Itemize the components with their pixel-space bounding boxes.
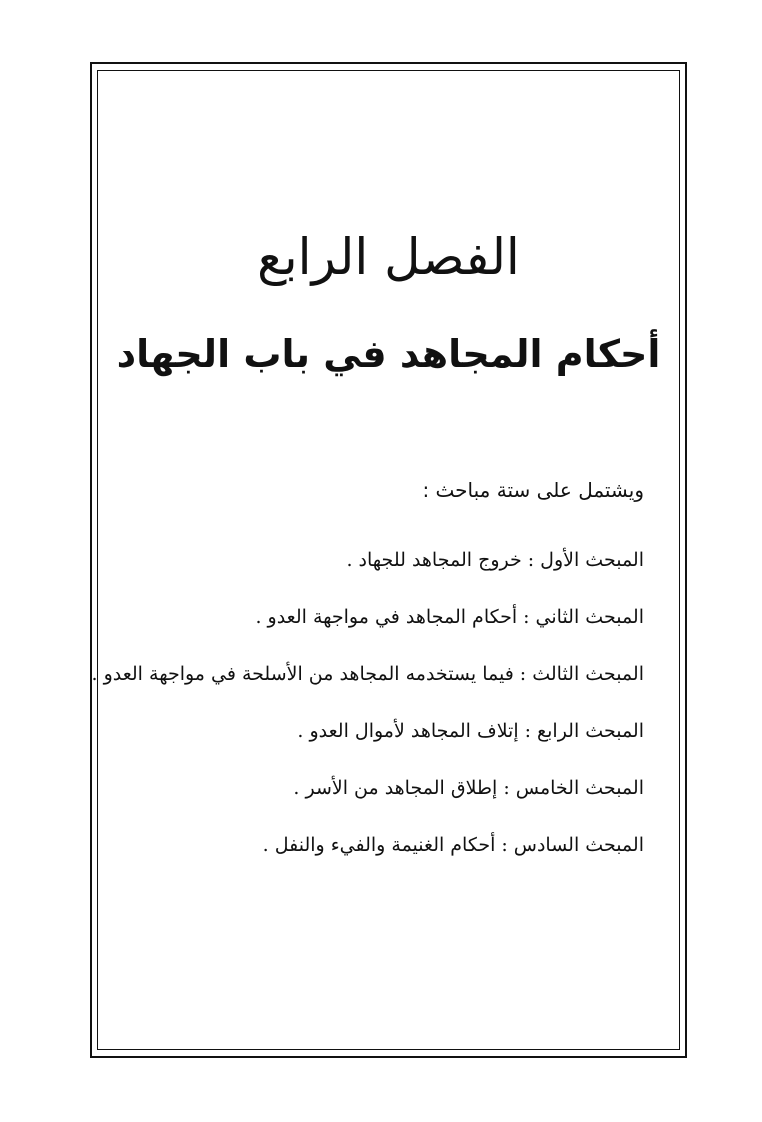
section-text: أحكام المجاهد في مواجهة العدو . [255, 606, 518, 628]
section-text: فيما يستخدمه المجاهد من الأسلحة في مواجهة العدو . [91, 663, 514, 685]
section-separator: : [527, 549, 535, 571]
section-label: المبحث الخامس [515, 777, 644, 799]
section-text: أحكام الغنيمة والفيء والنفل . [262, 834, 496, 856]
section-label: المبحث الأول [540, 549, 644, 571]
section-text: إتلاف المجاهد لأموال العدو . [297, 720, 519, 742]
section-separator: : [503, 777, 510, 799]
section-label: المبحث الرابع [537, 720, 644, 742]
chapter-title: الفصل الرابع [257, 228, 520, 286]
section-label: المبحث الثاني [535, 606, 644, 628]
sections-list [92, 549, 645, 891]
section-text: خروج المجاهد للجهاد . [346, 549, 522, 571]
intro-line: ويشتمل على ستة مباحث : [422, 478, 644, 502]
section-item [92, 834, 645, 891]
section-separator: : [519, 663, 527, 685]
section-label: المبحث الثالث [532, 663, 644, 685]
page-content [91, 70, 680, 1050]
section-label: المبحث السادس [513, 834, 644, 856]
section-item [92, 720, 645, 777]
section-text: إطلاق المجاهد من الأسر . [293, 777, 498, 799]
chapter-subtitle: أحكام المجاهد في باب الجهاد [116, 332, 661, 376]
section-item [92, 606, 645, 663]
section-separator: : [501, 834, 508, 856]
section-item [92, 663, 645, 720]
section-separator: : [523, 606, 530, 628]
section-separator: : [524, 720, 532, 742]
section-item [92, 777, 645, 834]
section-item [92, 549, 645, 606]
